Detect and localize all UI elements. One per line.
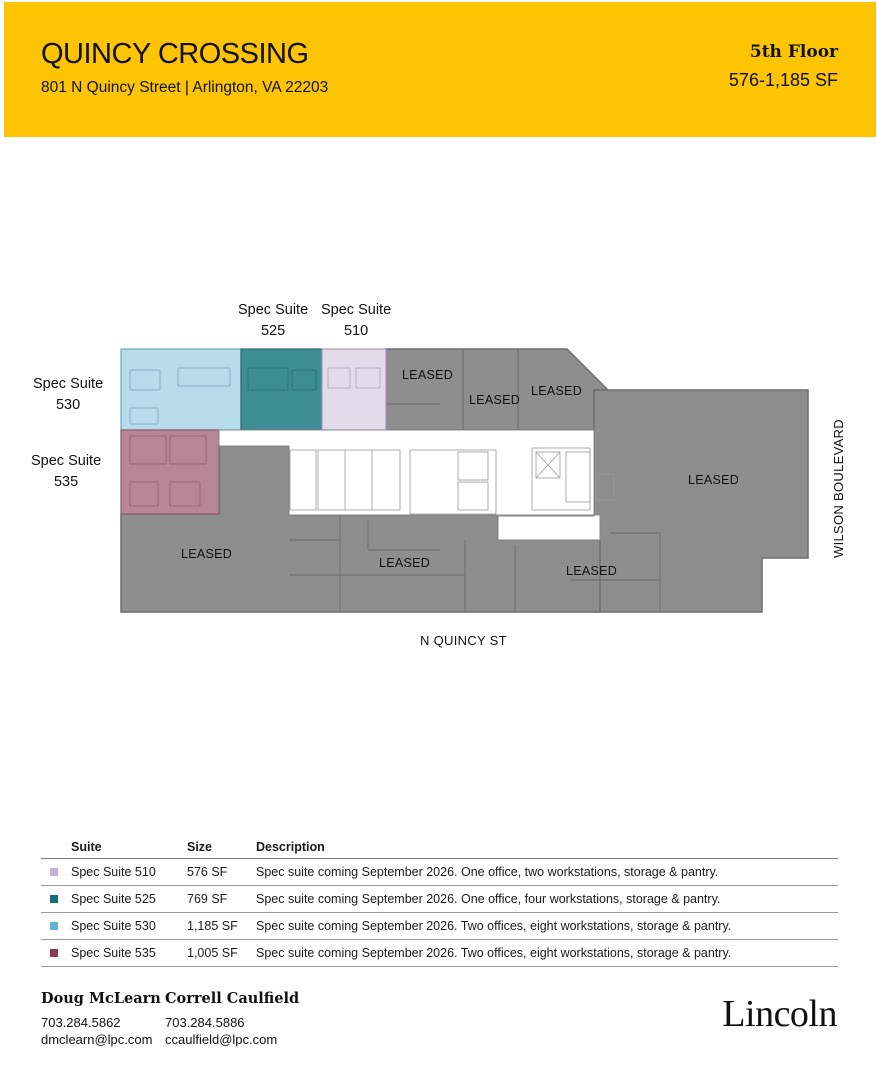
suite-description: Spec suite coming September 2026. Two offices, eight workstations, storage & pantry.: [256, 940, 838, 967]
label-suite-number: 510: [343, 323, 369, 339]
contact-email[interactable]: ccaulfield@lpc.com: [165, 1032, 278, 1047]
legend-swatch-header: [41, 836, 71, 859]
suite-description: Spec suite coming September 2026. One office, four workstations, storage & pantry.: [256, 886, 838, 913]
legend-swatch-cell: [41, 913, 71, 940]
leased-label: LEASED: [531, 384, 583, 398]
property-address: 801 N Quincy Street | Arlington, VA 22203: [41, 79, 329, 96]
legend-header-suite: Suite: [71, 836, 187, 859]
legend-header-row: [41, 836, 838, 859]
floor-plan-drawing: [0, 290, 877, 660]
contact-name: Doug McLearn: [41, 990, 161, 1007]
table-row: [41, 859, 838, 886]
label-spec-suite-530: [33, 374, 103, 416]
leased-label: LEASED: [688, 473, 740, 487]
contact-phone: 703.284.5886: [165, 1015, 245, 1030]
legend-swatch-cell: [41, 940, 71, 967]
label-spec-suite-535: [31, 451, 101, 493]
label-line: Spec Suite: [321, 302, 392, 318]
leased-label: LEASED: [181, 547, 233, 561]
suite-name: Spec Suite 530: [71, 913, 187, 940]
legend-header-description: Description: [256, 836, 838, 859]
table-row: [41, 913, 838, 940]
leased-area-east: [594, 390, 808, 612]
contact-email[interactable]: dmclearn@lpc.com: [41, 1032, 153, 1047]
label-suite-number: 530: [55, 397, 81, 413]
suite-size: 769 SF: [187, 886, 256, 913]
table-row: [41, 940, 838, 967]
suite-size: 1,185 SF: [187, 913, 256, 940]
contact-phone: 703.284.5862: [41, 1015, 121, 1030]
leased-label: LEASED: [469, 393, 521, 407]
label-line: Spec Suite: [33, 376, 104, 392]
suite-size: 1,005 SF: [187, 940, 256, 967]
suite-legend-table: [41, 836, 838, 967]
color-swatch: [50, 868, 58, 876]
label-spec-suite-510: [321, 300, 391, 342]
spec-suite-525-area: [241, 349, 322, 430]
table-row: [41, 886, 838, 913]
street-label-bottom: N QUINCY ST: [420, 633, 507, 648]
floor-label: 5th Floor: [749, 42, 838, 62]
color-swatch: [50, 949, 58, 957]
color-swatch: [50, 895, 58, 903]
spec-suite-530-area: [121, 349, 241, 430]
suite-description: Spec suite coming September 2026. Two offices, eight workstations, storage & pantry.: [256, 913, 838, 940]
suite-name: Spec Suite 525: [71, 886, 187, 913]
label-line: Spec Suite: [31, 453, 102, 469]
property-title: QUINCY CROSSING: [41, 38, 309, 70]
label-line: Spec Suite: [238, 302, 309, 318]
suite-name: Spec Suite 510: [71, 859, 187, 886]
leased-label: LEASED: [402, 368, 454, 382]
leased-label: LEASED: [566, 564, 618, 578]
label-spec-suite-525: [238, 300, 308, 342]
contact-card-2: [165, 990, 299, 1048]
contact-name: Correll Caulfield: [165, 990, 300, 1007]
header-banner: [4, 2, 876, 137]
suite-description: Spec suite coming September 2026. One office, two workstations, storage & pantry.: [256, 859, 838, 886]
legend-swatch-cell: [41, 859, 71, 886]
spec-suite-510-area: [322, 349, 386, 430]
suite-name: Spec Suite 535: [71, 940, 187, 967]
legend-header-size: Size: [187, 836, 256, 859]
legend-swatch-cell: [41, 886, 71, 913]
color-swatch: [50, 922, 58, 930]
leased-label: LEASED: [379, 556, 431, 570]
suite-size: 576 SF: [187, 859, 256, 886]
lincoln-logo: Lincoln: [722, 993, 837, 1035]
floor-plan: [0, 290, 877, 660]
contact-card-1: [41, 990, 161, 1048]
size-range: 576-1,185 SF: [728, 70, 838, 90]
label-suite-number: 535: [53, 474, 79, 490]
label-suite-number: 525: [260, 323, 286, 339]
street-label-right: WILSON BOULEVARD: [831, 419, 846, 558]
